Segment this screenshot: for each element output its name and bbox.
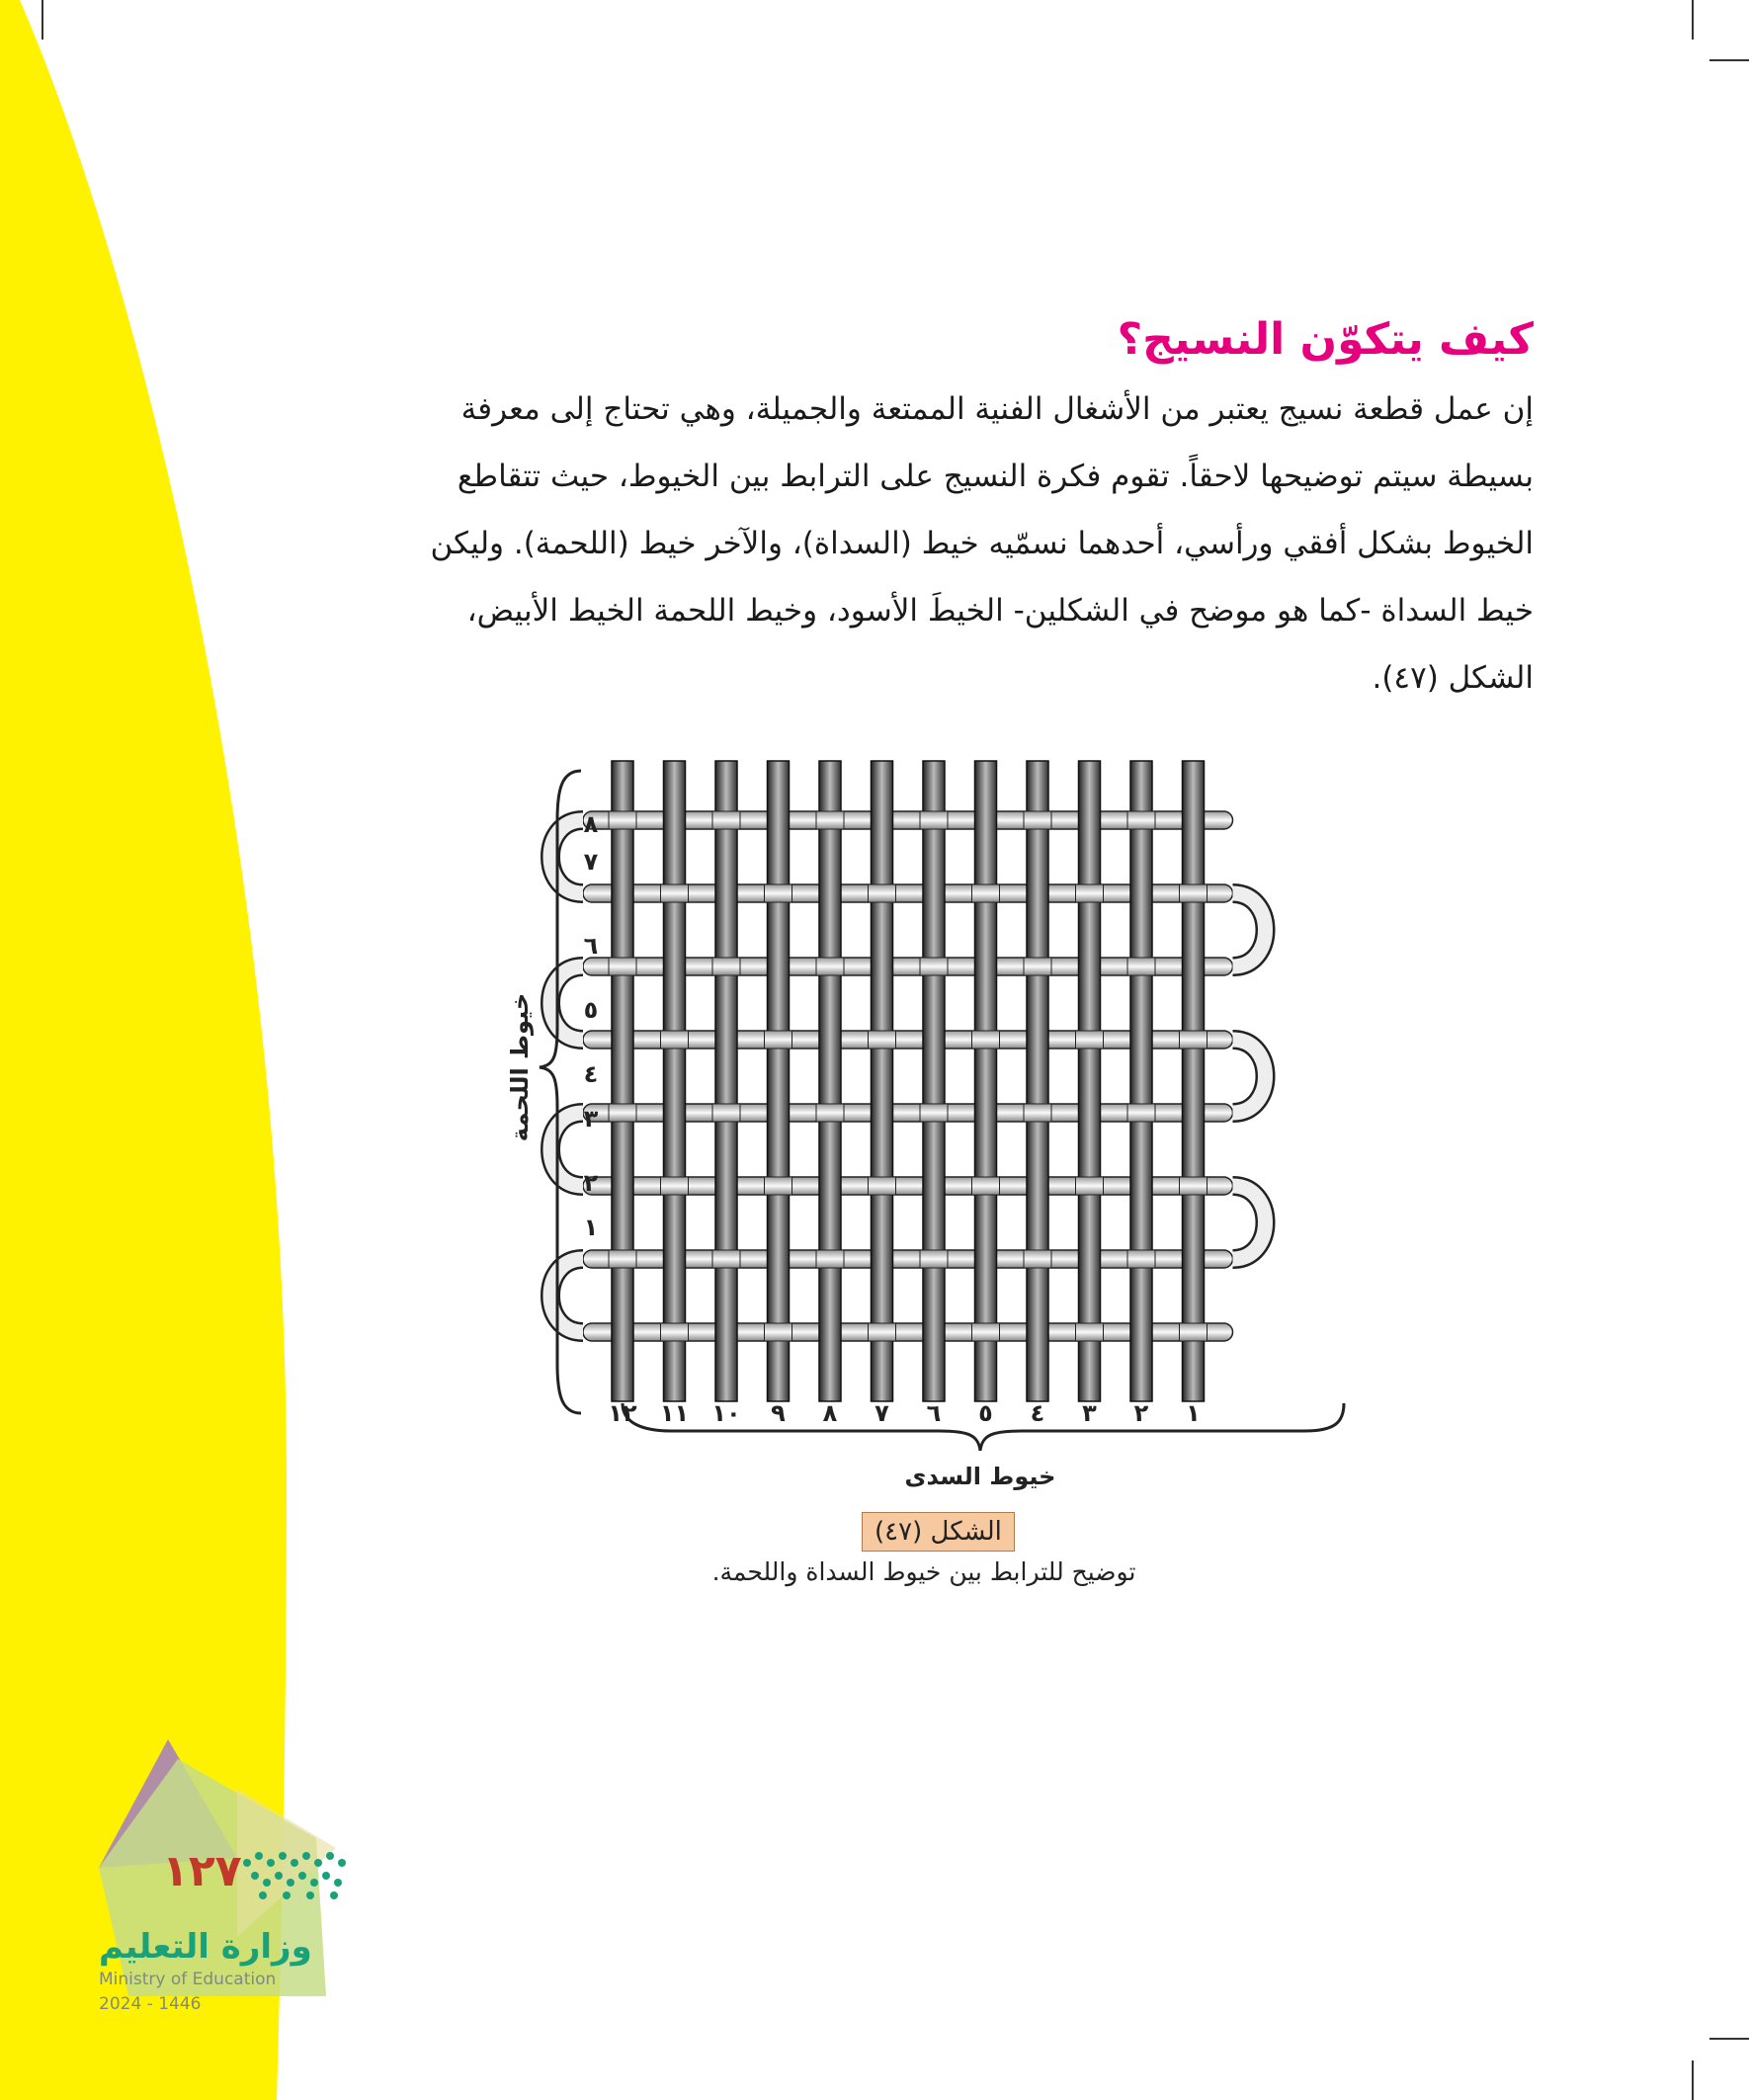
weft-threads <box>550 811 1266 1341</box>
column-label: ٣ <box>1082 1399 1097 1427</box>
weft-over-warp <box>712 958 740 975</box>
page-number: ١٢٧ <box>162 1846 242 1896</box>
paragraph-line: إن عمل قطعة نسيج يعتبر من الأشغال الفنية الممتعة والجميلة، وهي تحتاج إلى معرفة <box>460 391 1534 427</box>
weft-loop <box>550 966 583 1040</box>
crop-mark <box>1709 2038 1749 2040</box>
row-label: ٢ <box>583 1169 599 1197</box>
warp-threads <box>609 761 1208 1401</box>
row-label: ٨ <box>583 810 599 838</box>
paragraph-line: خيط السداة -كما هو موضح في الشكلين- الخيطَ الأسود، وخيط اللحمة الخيط الأبيض، <box>466 593 1534 629</box>
weft-loop <box>550 820 583 893</box>
weft-over-warp <box>869 1031 896 1049</box>
column-label: ٢ <box>1133 1399 1149 1427</box>
weft-loop <box>1233 1186 1266 1259</box>
column-label: ١٢ <box>608 1399 637 1427</box>
weft-over-warp <box>1180 1177 1208 1195</box>
column-label: ٧ <box>874 1399 889 1427</box>
row-label: ٤ <box>583 1060 599 1088</box>
warp-thread <box>872 761 893 1401</box>
warp-thread <box>1183 761 1205 1401</box>
bottom-bracket-label: خيوط السدى <box>904 1463 1056 1490</box>
column-label: ٤ <box>1030 1399 1045 1427</box>
crop-mark <box>1709 59 1749 61</box>
warp-thread <box>612 761 633 1401</box>
weft-over-warp <box>712 1104 740 1122</box>
column-label: ٦ <box>926 1399 942 1427</box>
weft-over-warp <box>712 811 740 829</box>
ministry-name-arabic: وزارة التعليم <box>99 1927 312 1967</box>
page-title: كيف يتكوّن النسيج؟ <box>1117 314 1534 365</box>
row-label: ٦ <box>583 932 599 960</box>
weft-over-warp <box>609 1250 636 1268</box>
row-label: ١ <box>583 1214 599 1241</box>
weft-loop <box>1233 1040 1266 1113</box>
weft-over-warp <box>920 811 948 829</box>
column-label: ٩ <box>771 1399 786 1427</box>
weft-over-warp <box>972 884 1000 902</box>
weft-over-warp <box>765 1031 792 1049</box>
weft-over-warp <box>869 1177 896 1195</box>
column-label: ١٠ <box>711 1399 741 1427</box>
weft-over-warp <box>609 811 636 829</box>
crop-mark <box>1692 0 1694 40</box>
paragraph-line: الشكل (٤٧). <box>1372 660 1534 696</box>
paragraph-line: بسيطة سيتم توضيحها لاحقاً. تقوم فكرة النسيج على الترابط بين الخيوط، حيث تتقاطع <box>457 459 1534 494</box>
weft-over-warp <box>920 1104 948 1122</box>
weft-loop <box>1233 893 1266 966</box>
weft-loop <box>550 1259 583 1332</box>
weft-over-warp <box>609 1104 636 1122</box>
weft-over-warp <box>816 811 844 829</box>
column-label: ٥ <box>978 1399 993 1427</box>
weft-over-warp <box>765 1177 792 1195</box>
weft-over-warp <box>1024 1250 1051 1268</box>
weft-over-warp <box>1127 1104 1155 1122</box>
weft-over-warp <box>765 884 792 902</box>
row-labels <box>584 810 599 1241</box>
weft-over-warp <box>1180 1031 1208 1049</box>
weft-over-warp <box>1024 1104 1051 1122</box>
weft-over-warp <box>712 1250 740 1268</box>
row-label: ٧ <box>583 848 599 876</box>
weft-over-warp <box>972 1031 1000 1049</box>
weft-over-warp <box>972 1177 1000 1195</box>
warp-thread <box>819 761 841 1401</box>
weft-over-warp <box>816 958 844 975</box>
warp-thread <box>664 761 686 1401</box>
weft-over-warp <box>1180 1323 1208 1341</box>
weft-over-warp <box>1180 884 1208 902</box>
left-bracket-label: خيوط اللحمة <box>506 992 534 1142</box>
body-paragraph <box>326 376 1534 712</box>
weft-over-warp <box>661 1323 689 1341</box>
weft-over-warp <box>661 1031 689 1049</box>
warp-thread <box>715 761 737 1401</box>
warp-thread <box>768 761 790 1401</box>
warp-thread <box>1079 761 1101 1401</box>
weft-over-warp <box>661 884 689 902</box>
warp-thread <box>975 761 997 1401</box>
weft-over-warp <box>1127 811 1155 829</box>
weft-over-warp <box>869 1323 896 1341</box>
warp-thread <box>923 761 945 1401</box>
weft-over-warp <box>609 958 636 975</box>
column-label: ١ <box>1186 1399 1201 1427</box>
weft-over-warp <box>1127 958 1155 975</box>
paragraph-line: الخيوط بشكل أفقي ورأسي، أحدهما نسمّيه خيط (السداة)، والآخر خيط (اللحمة). وليكن <box>430 526 1534 561</box>
weft-over-warp <box>661 1177 689 1195</box>
weft-over-warp <box>1024 958 1051 975</box>
weft-over-warp <box>1076 1031 1104 1049</box>
column-label: ١١ <box>659 1399 690 1427</box>
row-label: ٣ <box>583 1105 599 1133</box>
weft-over-warp <box>816 1104 844 1122</box>
column-labels <box>608 1399 1200 1427</box>
crop-mark <box>1692 2060 1694 2100</box>
weft-over-warp <box>816 1250 844 1268</box>
ministry-name-english: Ministry of Education <box>99 1970 277 1989</box>
weft-over-warp <box>920 1250 948 1268</box>
warp-thread <box>1130 761 1152 1401</box>
weave-diagram <box>506 731 1364 1502</box>
ministry-year: 2024 - 1446 <box>99 1994 202 2014</box>
weft-over-warp <box>1076 884 1104 902</box>
weft-over-warp <box>1024 811 1051 829</box>
weft-over-warp <box>869 884 896 902</box>
warp-thread <box>1027 761 1048 1401</box>
weft-over-warp <box>972 1323 1000 1341</box>
weft-over-warp <box>920 958 948 975</box>
weft-over-warp <box>1076 1323 1104 1341</box>
weft-over-warp <box>1076 1177 1104 1195</box>
weft-loop <box>550 1113 583 1186</box>
figure-caption-text: توضيح للترابط بين خيوط السداة واللحمة. <box>711 1557 1136 1586</box>
figure-caption-label: الشكل (٤٧) <box>862 1512 1015 1552</box>
weft-over-warp <box>1127 1250 1155 1268</box>
weft-over-warp <box>765 1323 792 1341</box>
column-label: ٨ <box>822 1399 838 1427</box>
row-label: ٥ <box>583 996 599 1024</box>
